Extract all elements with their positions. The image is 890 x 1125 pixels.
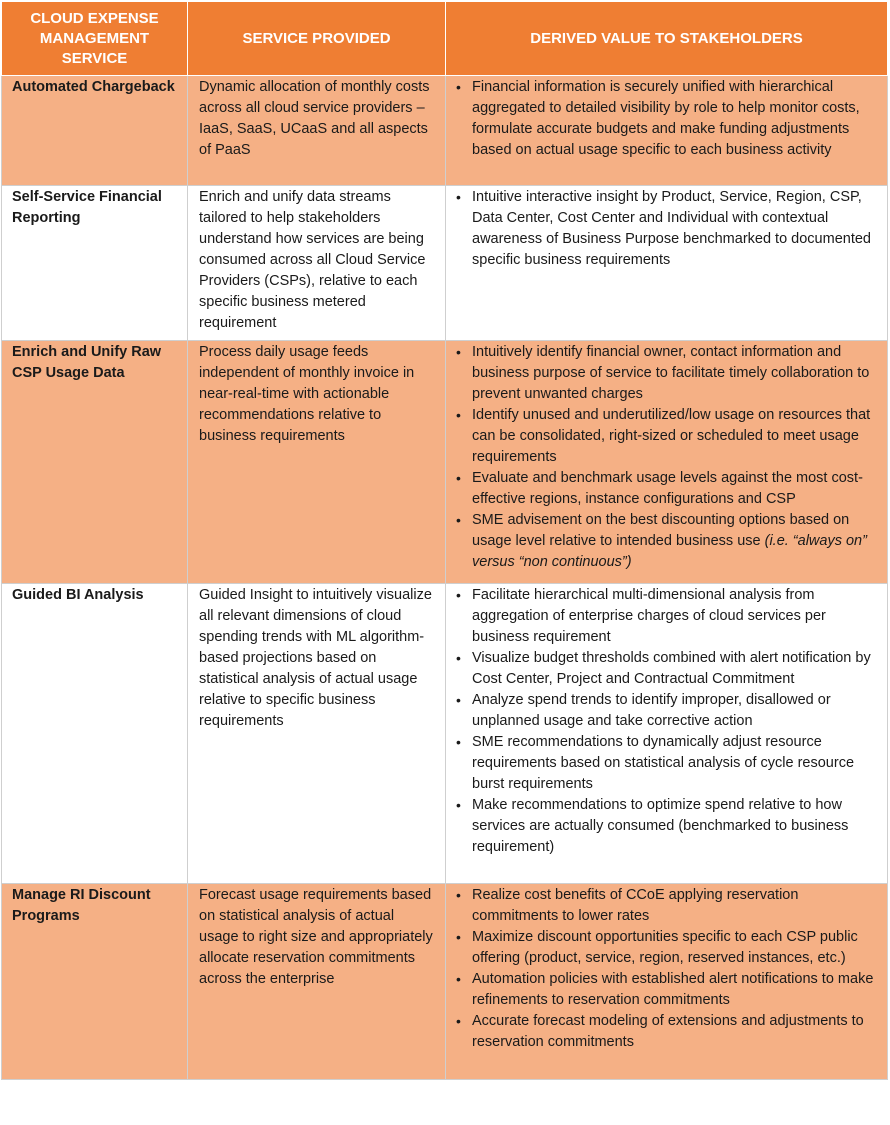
- service-name: Automated Chargeback: [2, 76, 188, 186]
- header-service-provided: SERVICE PROVIDED: [188, 2, 446, 76]
- derived-values: [446, 186, 888, 341]
- table-row: [2, 186, 888, 341]
- value-text: Visualize budget thresholds combined with alert notification by Cost Center, Project and Contractual Commitment: [472, 650, 871, 687]
- value-list: [454, 585, 879, 858]
- value-text: SME recommendations to dynamically adjust resource requirements based on statistical analysis of cycle resource burst requirements: [472, 734, 855, 792]
- bullet-icon: •: [456, 797, 461, 813]
- header-row: [2, 2, 888, 76]
- header-service: CLOUD EXPENSE MANAGEMENT SERVICE: [2, 2, 188, 76]
- derived-values: [446, 884, 888, 1080]
- value-text: Facilitate hierarchical multi-dimensional analysis from aggregation of enterprise charges of cloud services per business requirement: [472, 587, 826, 645]
- service-name: Self-Service Financial Reporting: [2, 186, 188, 341]
- bullet-icon: •: [456, 1013, 461, 1029]
- value-text: Intuitively identify financial owner, contact information and business purpose of service to facilitate timely collaboration to prevent unwanted charges: [472, 344, 870, 402]
- value-text: SME advisement on the best discounting options based on usage level relative to intended business use: [472, 512, 850, 549]
- bullet-icon: •: [456, 189, 461, 205]
- table-row: [2, 341, 888, 584]
- list-item: [454, 969, 879, 1011]
- value-text-italic: (i.e. “always on” versus “non continuous”): [472, 533, 867, 570]
- list-item: [454, 732, 879, 795]
- value-text: Maximize discount opportunities specific to each CSP public offering (product, service, region, reserved instances, etc.): [472, 929, 858, 966]
- bullet-icon: •: [456, 971, 461, 987]
- service-name: Manage RI Discount Programs: [2, 884, 188, 1080]
- table-row: [2, 76, 888, 186]
- derived-values: [446, 584, 888, 884]
- derived-values: [446, 76, 888, 186]
- table-row: [2, 884, 888, 1080]
- bullet-icon: •: [456, 692, 461, 708]
- list-item: [454, 795, 879, 858]
- expense-management-table-wrapper: [1, 1, 887, 1080]
- table-row: [2, 584, 888, 884]
- bullet-icon: •: [456, 512, 461, 528]
- value-text: Accurate forecast modeling of extensions and adjustments to reservation commitments: [472, 1013, 864, 1050]
- list-item: [454, 405, 879, 468]
- service-provided: Guided Insight to intuitively visualize all relevant dimensions of cloud spending trends with ML algorithm-based projections based on statistical analysis of actual usage relative to specific business requirements: [188, 584, 446, 884]
- expense-management-table: [1, 1, 888, 1080]
- list-item: [454, 77, 879, 161]
- bullet-icon: •: [456, 344, 461, 360]
- list-item: [454, 468, 879, 510]
- header-derived-value: DERIVED VALUE TO STAKEHOLDERS: [446, 2, 888, 76]
- value-list: [454, 187, 879, 271]
- list-item: [454, 585, 879, 648]
- value-text: Identify unused and underutilized/low usage on resources that can be consolidated, right-sized or scheduled to meet usage requirements: [472, 407, 871, 465]
- derived-values: [446, 341, 888, 584]
- bullet-icon: •: [456, 734, 461, 750]
- bullet-icon: •: [456, 79, 461, 95]
- list-item: [454, 648, 879, 690]
- list-item: [454, 927, 879, 969]
- list-item: [454, 187, 879, 271]
- service-provided: Enrich and unify data streams tailored to help stakeholders understand how services are being consumed across all Cloud Service Providers (CSPs), relative to each specific business metered requirement: [188, 186, 446, 341]
- bullet-icon: •: [456, 887, 461, 903]
- list-item: [454, 510, 879, 573]
- value-list: [454, 885, 879, 1053]
- value-text: Financial information is securely unified with hierarchical aggregated to detailed visibility by role to help monitor costs, formulate accurate budgets and make funding adjustments based on actual usage specific to each business activity: [472, 79, 860, 158]
- bullet-icon: •: [456, 407, 461, 423]
- service-name: Guided BI Analysis: [2, 584, 188, 884]
- bullet-icon: •: [456, 587, 461, 603]
- list-item: [454, 1011, 879, 1053]
- value-list: [454, 342, 879, 573]
- value-text: Realize cost benefits of CCoE applying reservation commitments to lower rates: [472, 887, 799, 924]
- bullet-icon: •: [456, 929, 461, 945]
- list-item: [454, 885, 879, 927]
- value-text: Make recommendations to optimize spend relative to how services are actually consumed (benchmarked to business requirement): [472, 797, 849, 855]
- value-text: Analyze spend trends to identify improper, disallowed or unplanned usage and take corrective action: [472, 692, 831, 729]
- service-name: Enrich and Unify Raw CSP Usage Data: [2, 341, 188, 584]
- list-item: [454, 690, 879, 732]
- service-provided: Process daily usage feeds independent of monthly invoice in near-real-time with actionable recommendations relative to business requirements: [188, 341, 446, 584]
- bullet-icon: •: [456, 650, 461, 666]
- value-list: [454, 77, 879, 161]
- value-text: Intuitive interactive insight by Product, Service, Region, CSP, Data Center, Cost Center and Individual with contextual awareness of Business Purpose benchmarked to documented specific business requirements: [472, 189, 871, 268]
- value-text: Evaluate and benchmark usage levels against the most cost-effective regions, instance configurations and CSP: [472, 470, 863, 507]
- bullet-icon: •: [456, 470, 461, 486]
- value-text: Automation policies with established alert notifications to make refinements to reservation commitments: [472, 971, 874, 1008]
- service-provided: Forecast usage requirements based on statistical analysis of actual usage to right size and appropriately allocate reservation commitments across the enterprise: [188, 884, 446, 1080]
- service-provided: Dynamic allocation of monthly costs across all cloud service providers – IaaS, SaaS, UCaaS and all aspects of PaaS: [188, 76, 446, 186]
- list-item: [454, 342, 879, 405]
